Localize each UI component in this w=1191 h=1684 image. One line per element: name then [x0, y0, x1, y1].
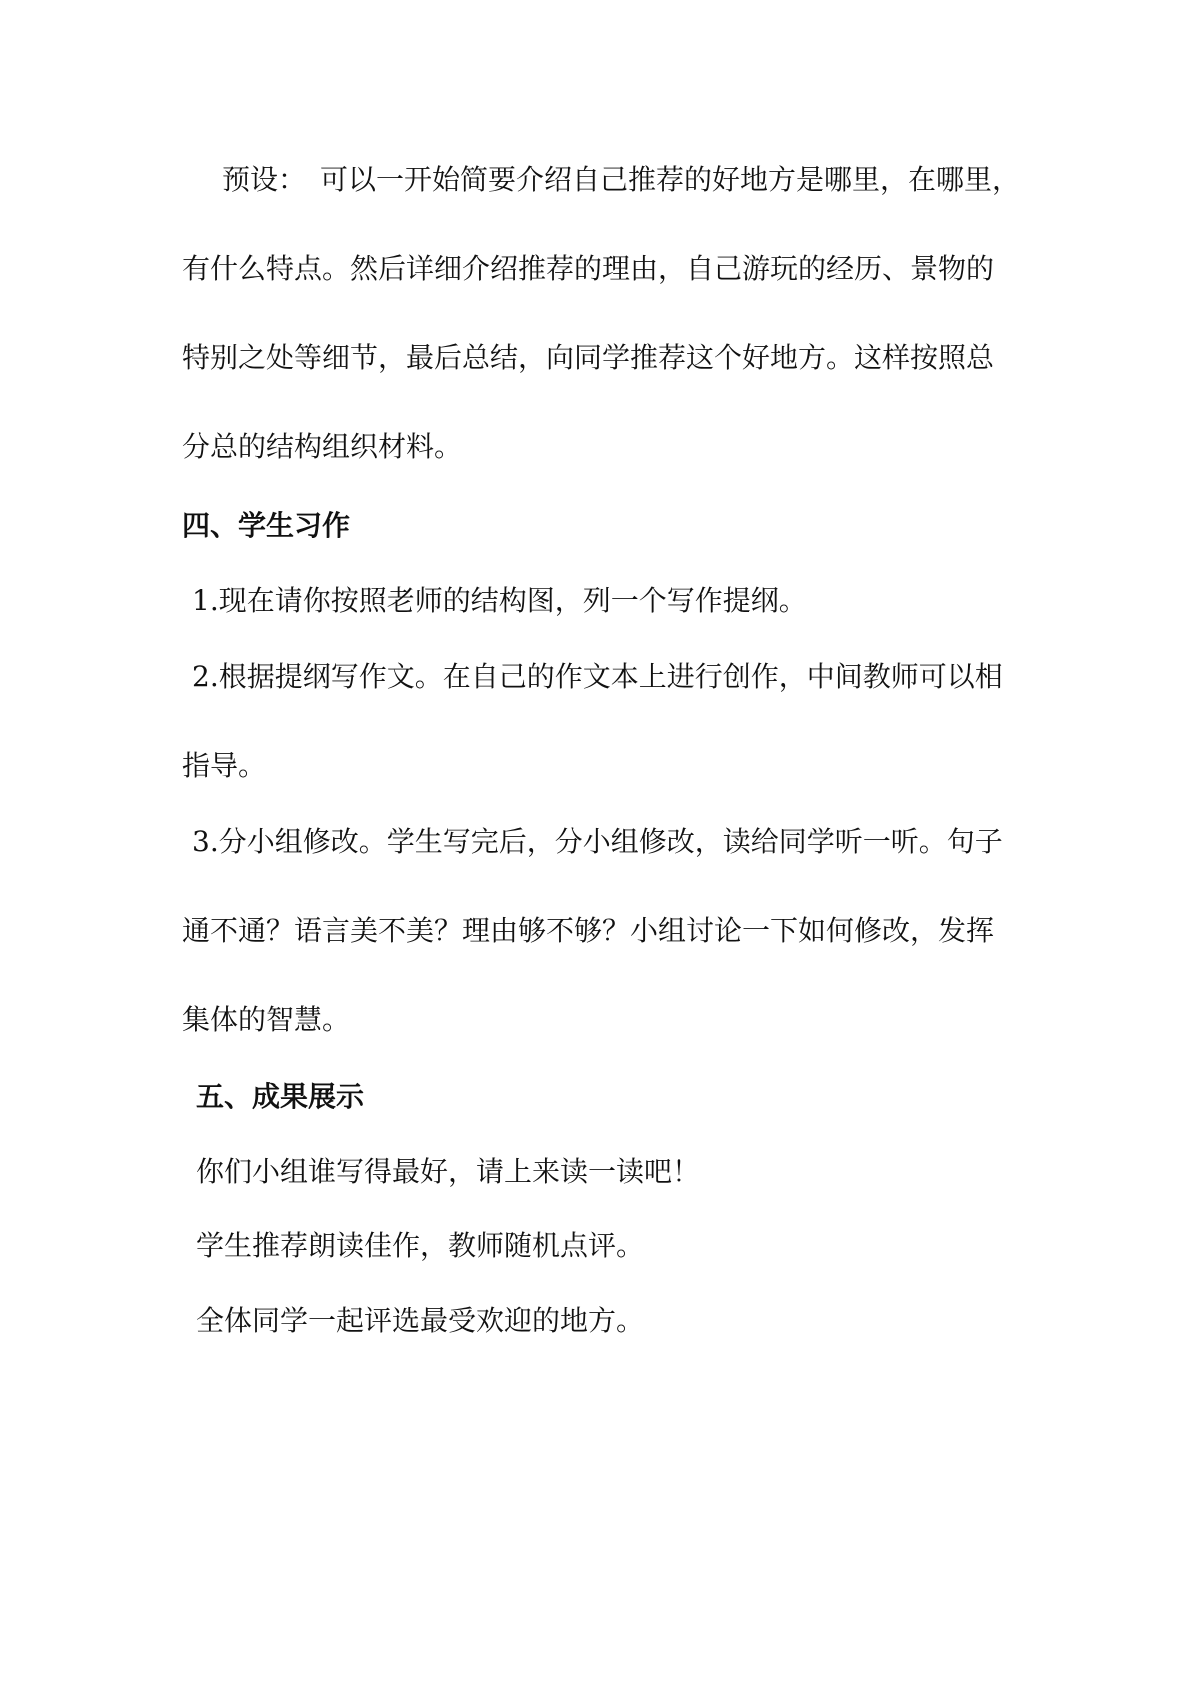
preset-line-3: 特别之处等细节，最后总结，向同学推荐这个好地方。这样按照总	[182, 341, 995, 374]
preset-line-4: 分总的结构组织材料。	[182, 430, 463, 463]
section-4-item-3-line-3: 集体的智慧。	[182, 1003, 351, 1036]
section-5-heading: 五、成果展示	[196, 1080, 365, 1113]
section-5-paragraph-2: 学生推荐朗读佳作，教师随机点评。	[196, 1229, 645, 1262]
section-4-item-2-line-1: 2.根据提纲写作文。在自己的作文本上进行创作，中间教师可以相	[192, 660, 1003, 693]
section-4-item-3-line-2: 通不通？语言美不美？理由够不够？小组讨论一下如何修改，发挥	[182, 914, 995, 947]
preset-line-1: 预设： 可以一开始简要介绍自己推荐的好地方是哪里，在哪里，	[222, 163, 1021, 196]
section-4-heading: 四、学生习作	[182, 509, 351, 542]
section-4-item-2-line-2: 指导。	[182, 749, 267, 782]
section-4-item-1: 1.现在请你按照老师的结构图，列一个写作提纲。	[192, 584, 807, 617]
preset-line-2: 有什么特点。然后详细介绍推荐的理由，自己游玩的经历、景物的	[182, 252, 995, 285]
section-5-paragraph-3: 全体同学一起评选最受欢迎的地方。	[196, 1304, 645, 1337]
section-5-paragraph-1: 你们小组谁写得最好，请上来读一读吧！	[196, 1155, 701, 1188]
section-4-item-3-line-1: 3.分小组修改。学生写完后，分小组修改，读给同学听一听。句子	[192, 825, 1003, 858]
